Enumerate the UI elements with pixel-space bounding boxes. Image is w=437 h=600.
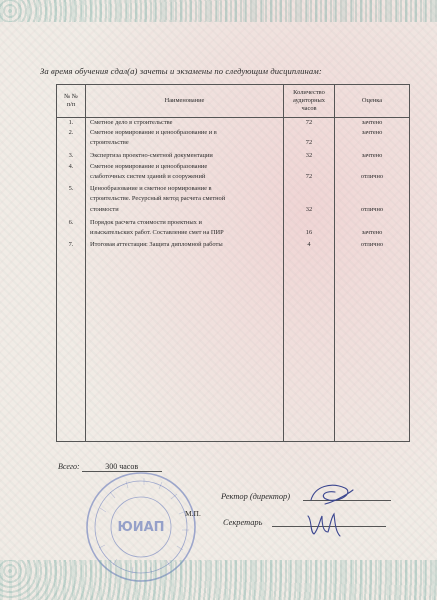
disciplines-table — [56, 84, 410, 442]
secretary-label: Секретарь — [223, 518, 263, 527]
stamp-abbr: ЮИАП — [117, 520, 165, 535]
header-grade: Оценка — [335, 85, 410, 118]
secretary-signature-icon — [300, 506, 344, 540]
decorative-border-bottom — [0, 560, 437, 600]
stamp-mp-label: М.П. — [185, 509, 201, 518]
table-row: 5. Ценообразование и сметное нормирование в строительстве. Ресурсный метод расчета сметной стоимости 32 отлично — [57, 184, 410, 218]
table-empty-space — [57, 252, 410, 442]
header-hours: Количество аудиторных часов — [284, 85, 335, 118]
table-row: 6. Порядок расчета стоимости проектных и изыскательских работ. Составление смет на ПИР 16 зачтено — [57, 218, 410, 240]
total-value: 300 часов — [82, 462, 162, 472]
header-num: № № п/п — [57, 85, 86, 118]
total-label: Всего: — [58, 462, 80, 471]
table-row: 4. Сметное нормирование и ценообразование слаботочных систем зданий и сооружений 72 отлично — [57, 162, 410, 184]
rector-label: Ректор (директор) — [221, 492, 290, 501]
decorative-border-top — [0, 0, 437, 22]
table-row: 1. Сметное дело в строительстве 72 зачтено — [57, 118, 410, 129]
header-name: Наименование — [86, 85, 284, 118]
table-row: 7. Итоговая аттестация: Защита дипломной работы 4 отлично — [57, 240, 410, 251]
table-row: 3. Экспертиза проектно-сметной документации 32 зачтено — [57, 151, 410, 162]
document-heading: За время обучения сдал(а) зачеты и экзамены по следующим дисциплинам: — [40, 66, 322, 76]
table-row: 2. Сметное нормирование и ценообразование и в строительстве 72 зачтено — [57, 128, 410, 150]
